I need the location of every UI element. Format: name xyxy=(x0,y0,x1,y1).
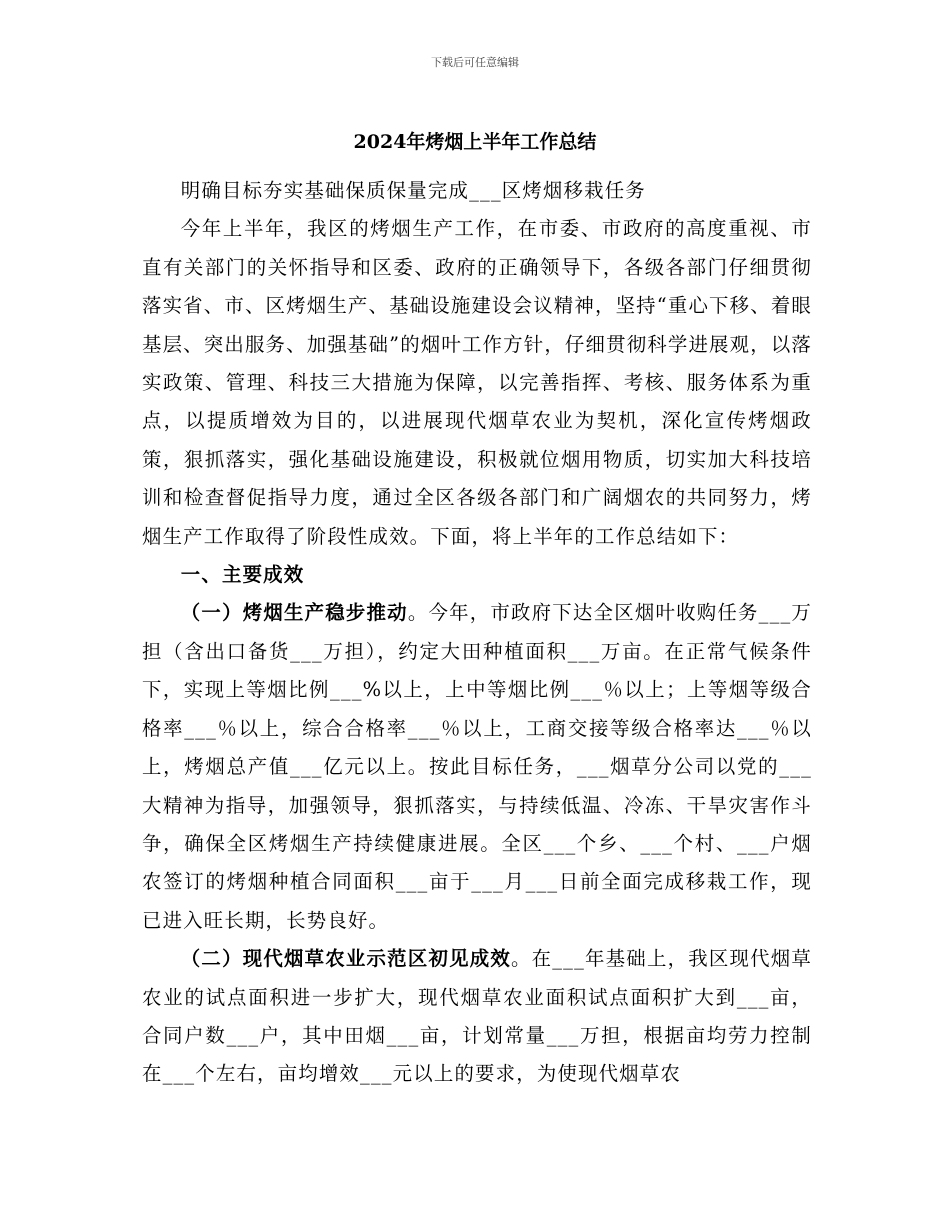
section-heading: 一、主要成效 xyxy=(180,563,305,587)
item2-paragraph xyxy=(142,940,812,1094)
item1-lead: （一）烤烟生产稳步推动 xyxy=(180,601,408,625)
document-subtitle: 明确目标夯实基础保质保量完成___区烤烟移栽任务 xyxy=(180,179,646,202)
header-note: 下载后可任意编辑 xyxy=(431,56,519,69)
item1-paragraph xyxy=(142,594,812,940)
item2-text: 。在___年基础上，我区现代烟草农业的试点面积进一步扩大，现代烟草农业面积试点面积扩大到___亩，合同户数___户，其中田烟___亩，计划常量___万担，根据亩均劳力控制在___个左右，亩均增效___元以上的要求，为使现代烟草农 xyxy=(142,947,812,1086)
document-body xyxy=(142,172,812,1094)
item2-lead: （二）现代烟草农业示范区初见成效 xyxy=(180,947,512,971)
document-title: 2024年烤烟上半年工作总结 xyxy=(353,131,597,153)
intro-paragraph: 今年上半年，我区的烤烟生产工作，在市委、市政府的高度重视、市直有关部门的关怀指导和区委、政府的正确领导下，各级各部门仔细贯彻落实省、市、区烤烟生产、基础设施建设会议精神，坚持“重心下移、着眼基层、突出服务、加强基础”的烟叶工作方针，仔细贯彻科学进展观，以落实政策、管理、科技三大措施为保障，以完善指挥、考核、服务体系为重点，以提质增效为目的，以进展现代烟草农业为契机，深化宣传烤烟政策，狠抓落实，强化基础设施建设，积极就位烟用物质，切实加大科技培训和检查督促指导力度，通过全区各级各部门和广阔烟农的共同努力，烤烟生产工作取得了阶段性成效。下面，将上半年的工作总结如下： xyxy=(142,217,813,548)
item1-text: 。今年，市政府下达全区烟叶收购任务___万担（含出口备货___万担），约定大田种植面积___万亩。在正常气候条件下，实现上等烟比例___%以上，上中等烟比例___％以上；上等烟等级合格率___％以上，综合合格率___％以上，工商交接等级合格率达___％以上，烤烟总产值___亿元以上。按此目标任务，___烟草分公司以党的___大精神为指导，加强领导，狠抓落实，与持续低温、冷冻、干旱灾害作斗争，确保全区烤烟生产持续健康进展。全区___个乡、___个村、___户烟农签订的烤烟种植合同面积___亩于___月___日前全面完成移栽工作，现已进入旺长期，长势良好。 xyxy=(142,601,812,932)
